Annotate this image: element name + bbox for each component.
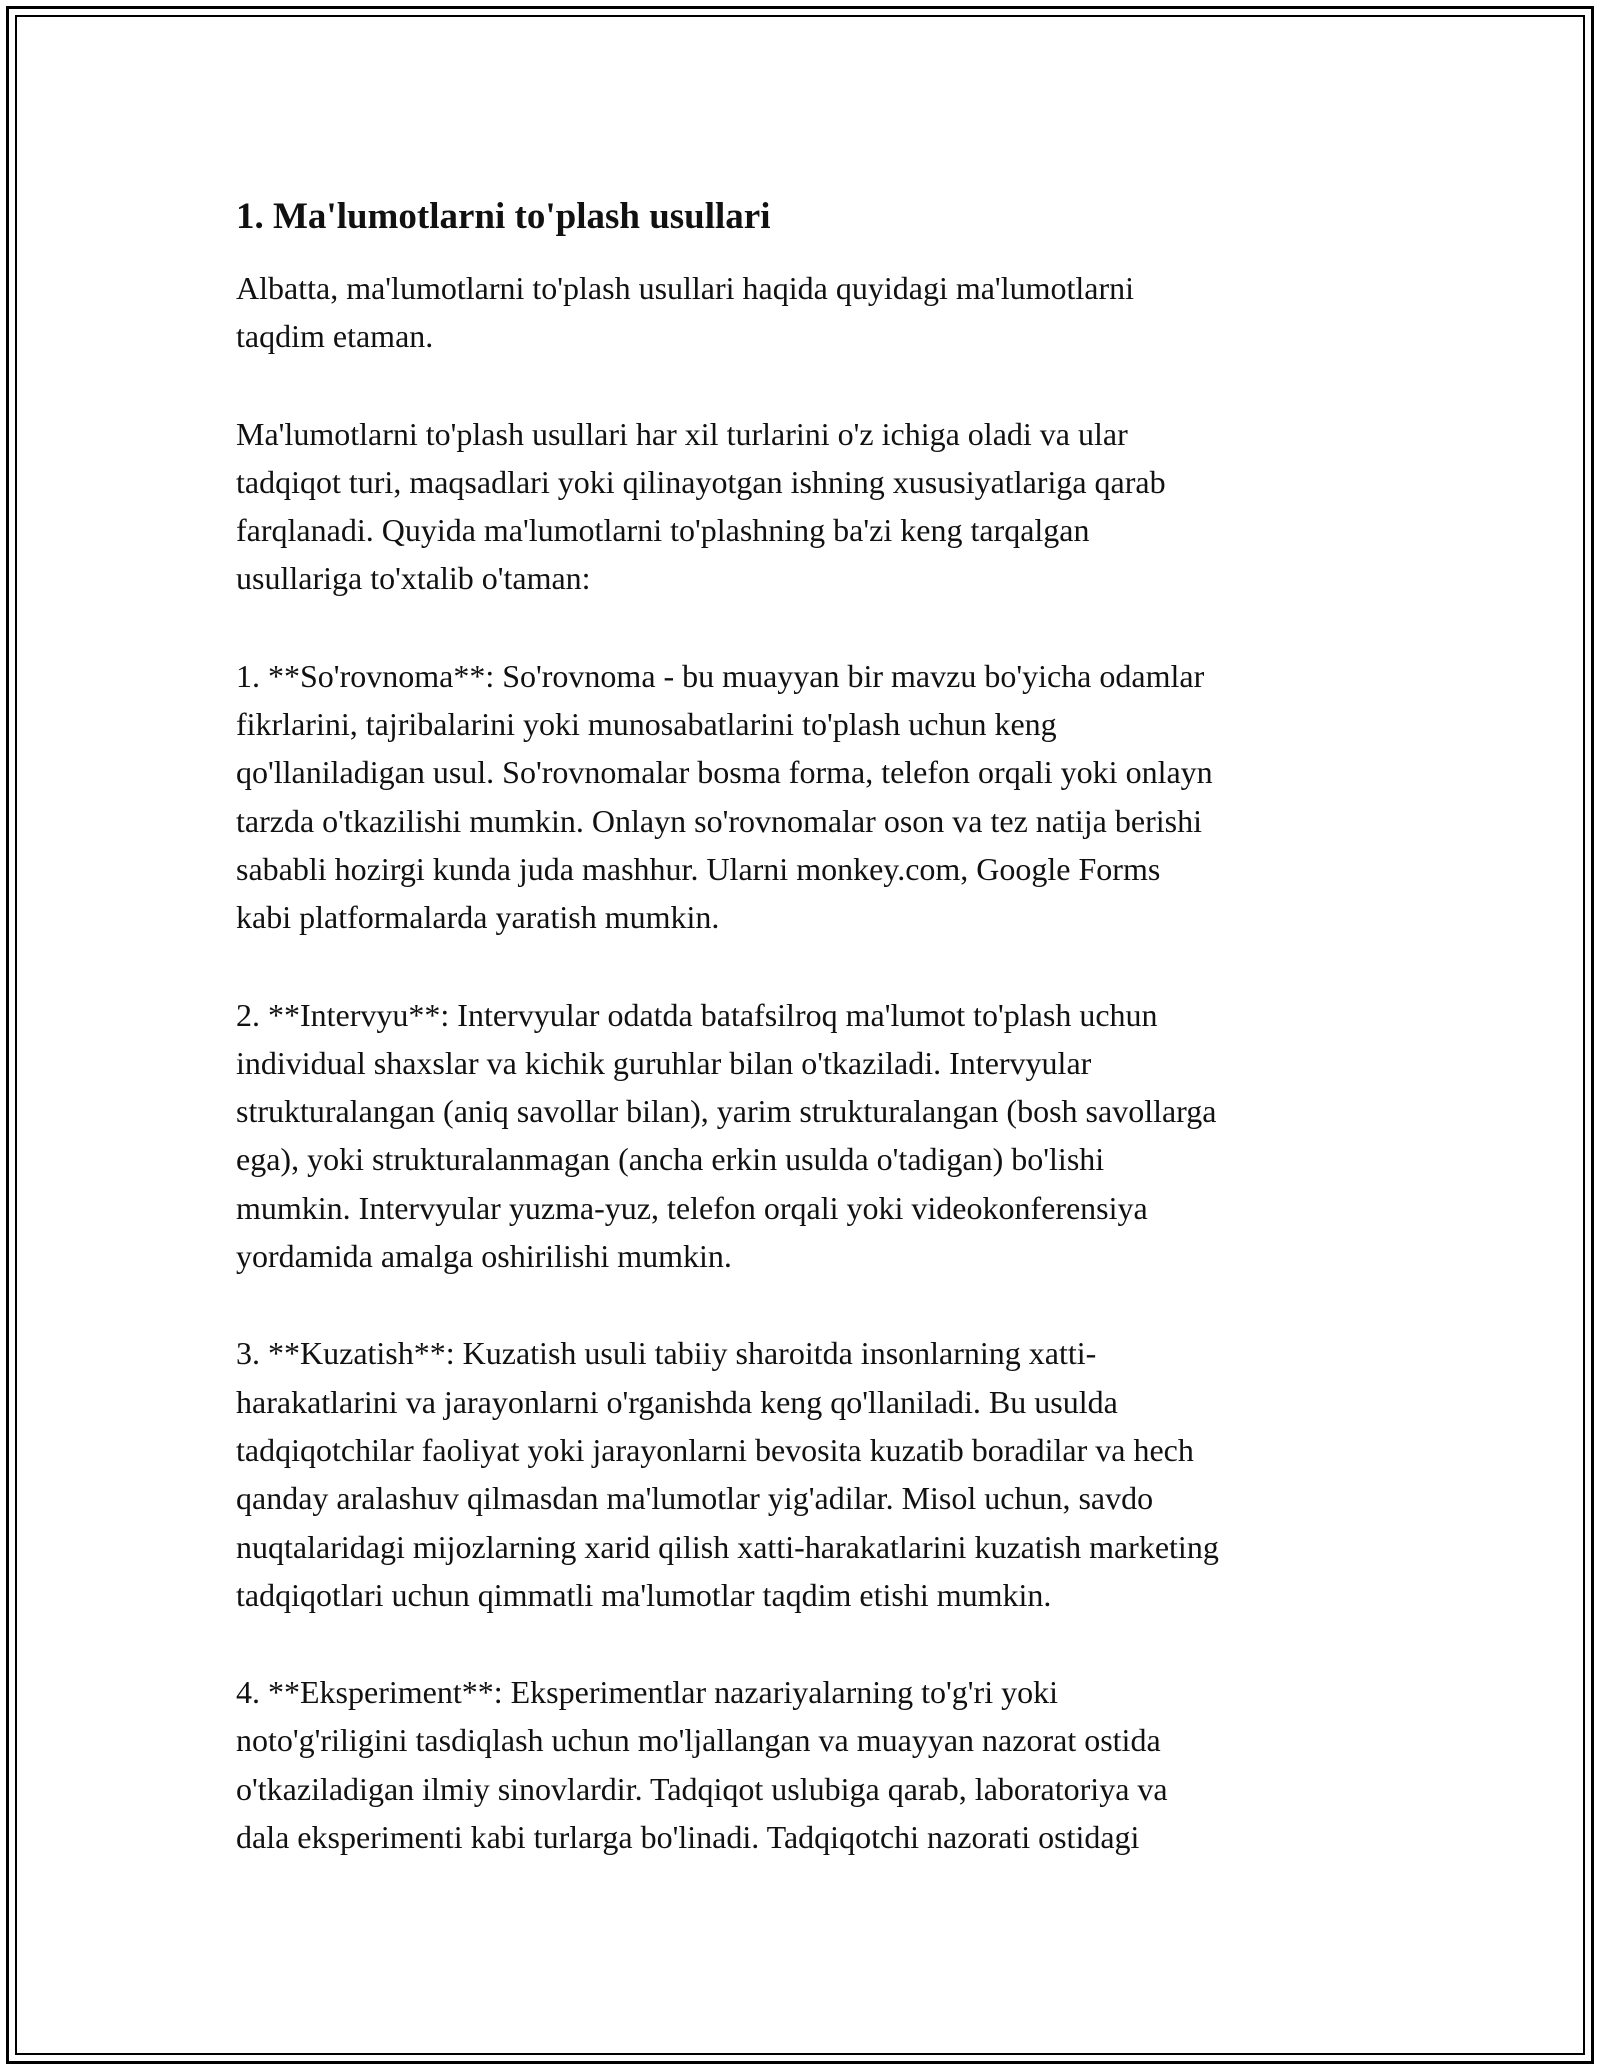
- overview-paragraph: Ma'lumotlarni to'plash usullari har xil turlarini o'z ichiga oladi va ular tadqiqot turi, maqsadlari yoki qilinayotgan ishning xususiyatlariga qarab farqlanadi. Quyida ma'lumotlarni to'plashning ba'zi keng tarqalgan usullariga to'xtalib o'taman:: [236, 415, 1166, 597]
- intro-paragraph: Albatta, ma'lumotlarni to'plash usullari haqida quyidagi ma'lumotlarni taqdim etaman.: [236, 270, 1134, 355]
- section-heading: 1. Ma'lumotlarni to'plash usullari: [236, 196, 771, 237]
- method-survey-paragraph: 1. **So'rovnoma**: So'rovnoma - bu muayyan bir mavzu bo'yicha odamlar fikrlarini, tajribalarini yoki munosabatlarini to'plash uchun keng qo'llaniladigan usul. So'rovnomalar bosma forma, telefon orqali yoki onlayn tarzda o'tkazilishi mumkin. Onlayn so'rovnomalar oson va tez natija berishi sababli hozirgi kunda juda mashhur. Ularni monkey.com, Google Forms kabi platformalarda yaratish mumkin.: [236, 657, 1213, 936]
- document-body: [236, 180, 1366, 1910]
- method-observation-paragraph: 3. **Kuzatish**: Kuzatish usuli tabiiy sharoitda insonlarning xatti- harakatlarini va jarayonlarni o'rganishda keng qo'llaniladi. Bu usulda tadqiqotchilar faoliyat yoki jarayonlarni bevosita kuzatib boradilar va hech qanday aralashuv qilmasdan ma'lumotlar yig'adilar. Misol uchun, savdo nuqtalaridagi mijozlarning xarid qilish xatti-harakatlarini kuzatish marketing tadqiqotlari uchun qimmatli ma'lumotlar taqdim etishi mumkin.: [236, 1335, 1219, 1613]
- method-interview-paragraph: 2. **Intervyu**: Intervyular odatda batafsilroq ma'lumot to'plash uchun individual shaxslar va kichik guruhlar bilan o'tkaziladi. Intervyular strukturalangan (aniq savollar bilan), yarim strukturalangan (bosh savollarga ega), yoki strukturalanmagan (ancha erkin usulda o'tadigan) bo'lishi mumkin. Intervyular yuzma-yuz, telefon orqali yoki videokonferensiya yordamida amalga oshirilishi mumkin.: [236, 996, 1217, 1275]
- method-experiment-paragraph: 4. **Eksperiment**: Eksperimentlar nazariyalarning to'g'ri yoki noto'g'riligini tasdiqlash uchun mo'ljallangan va muayyan nazorat ostida o'tkaziladigan ilmiy sinovlardir. Tadqiqot uslubiga qarab, laboratoriya va dala eksperimenti kabi turlarga bo'linadi. Tadqiqotchi nazorati ostidagi: [236, 1674, 1168, 1856]
